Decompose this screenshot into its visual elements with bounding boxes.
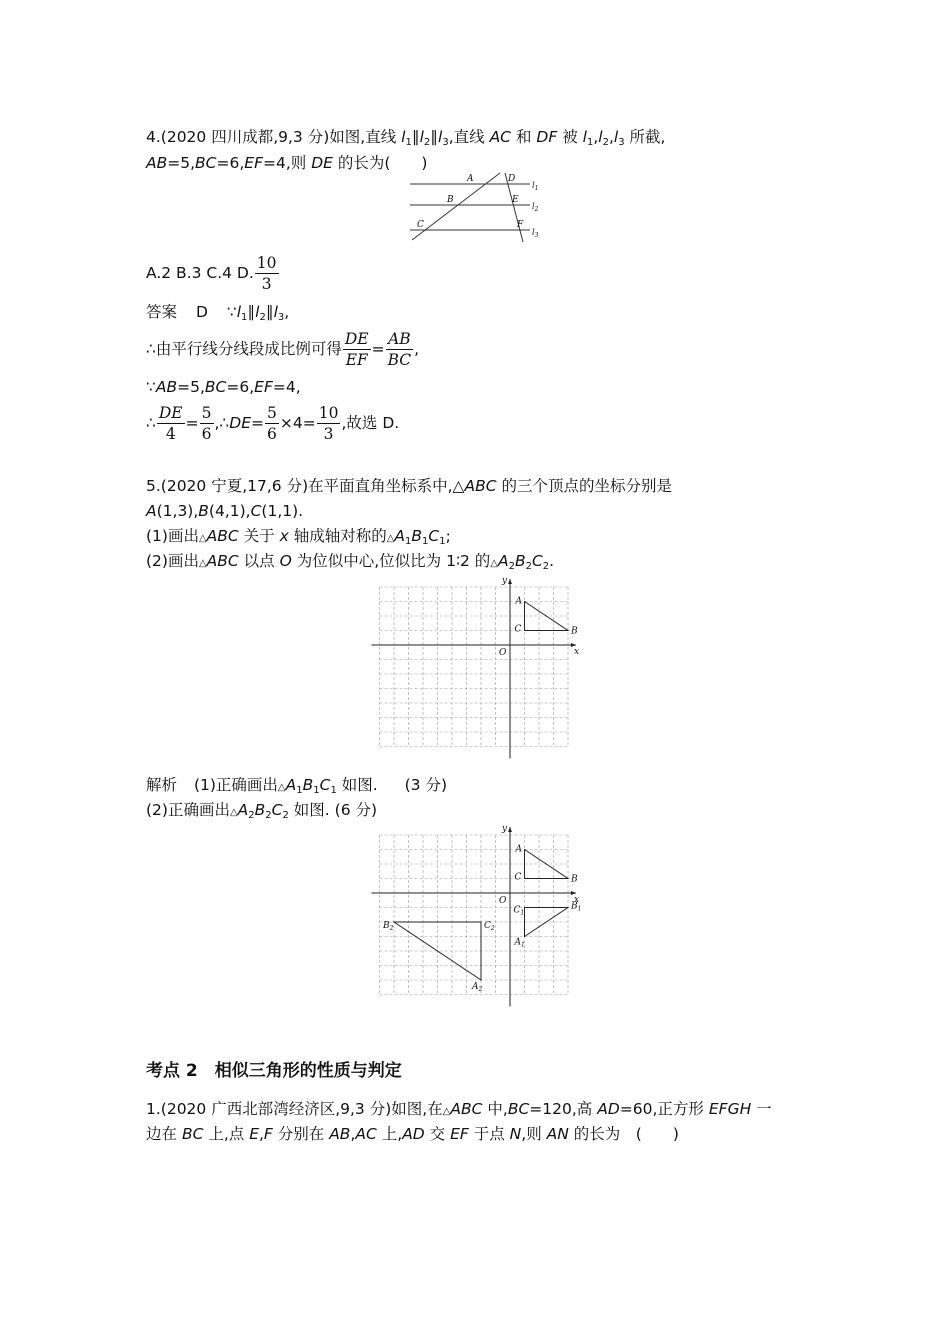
label-x-axis: x <box>574 647 580 657</box>
q5-stem-line1: 5.(2020 宁夏,17,6 分)在平面直角坐标系中,△ABC 的三个顶点的坐标分别是 <box>146 477 672 495</box>
label-B: B <box>571 874 578 885</box>
label-B1: $B_1$ <box>571 901 582 913</box>
label-C2: $C_2$ <box>484 921 495 932</box>
label-D: D <box>508 174 516 184</box>
q4-answer-values: ∵AB=5,BC=6,EF=4, <box>146 378 301 396</box>
q1-stem-line1: 1.(2020 广西北部湾经济区,9,3 分)如图,在△ABC 中,BC=120,高 AD=60,正方形 EFGH 一 <box>146 1100 772 1118</box>
label-C1: $C_1$ <box>513 905 525 917</box>
label-l1: $l_1$ <box>532 181 539 192</box>
label-A1: $A_1$ <box>514 937 525 949</box>
label-B2: $B_2$ <box>383 921 394 932</box>
label-F: F <box>517 220 524 230</box>
q5-part1: (1)画出△ABC 关于 x 轴成轴对称的$\triangle A_1B_1C_1$; <box>146 527 451 547</box>
label-l3: $l_3$ <box>532 228 539 239</box>
label-x-axis: x <box>574 895 580 905</box>
q1-stem-line2: 边在 BC 上,点 E,F 分别在 AB,AC 上,AD 交 EF 于点 N,则 AN 的长为 ( ) <box>146 1125 679 1143</box>
q5-stem-line2: A(1,3),B(4,1),C(1,1). <box>146 502 304 520</box>
q4-answer-proportion: ∴由平行线分线段成比例可得 $\frac{DE}{EF}$ = $\frac{AB}{BC}$ , <box>146 330 420 369</box>
label-A: A <box>515 844 522 855</box>
label-origin: O <box>499 896 507 906</box>
q4-parallel-lines-figure <box>405 170 550 246</box>
solution-label: 解析 <box>146 776 178 794</box>
section-heading: 考点 2 相似三角形的性质与判定 <box>146 1061 402 1081</box>
q5-solution-line2: (2)正确画出$\triangle A_2B_2C_2$ 如图. (6 分) <box>146 801 378 821</box>
label-l2: $l_2$ <box>532 202 539 213</box>
q4-stem-line1: 4.(2020 四川成都,9,3 分)如图,直线 $l_1\parallel l_2\parallel l_3$,直线 AC 和 DF 被 $l_1,l_2,l_3$ 所截, <box>146 128 666 148</box>
label-origin: O <box>499 648 507 658</box>
answer-choice: D <box>195 303 208 321</box>
q4-stem-line2: AB=5,BC=6,EF=4,则 DE 的长为( ) <box>146 154 428 172</box>
q4-answer-line: 答案 D $\because l_1\parallel l_2\parallel l_3$, <box>146 303 290 323</box>
label-C: C <box>417 220 424 230</box>
label-A: A <box>515 596 522 607</box>
q5-coordinate-grid <box>368 570 583 760</box>
label-C: C <box>514 872 522 883</box>
label-y-axis: y <box>502 576 508 586</box>
label-B: B <box>571 626 578 637</box>
label-A2: $A_2$ <box>472 982 483 993</box>
label-E: E <box>512 195 519 205</box>
option-d-fraction: $\frac{10}{3}$ <box>256 254 277 293</box>
label-A: A <box>467 174 474 184</box>
label-C: C <box>514 624 522 635</box>
q5-solution-line1: 解析 (1)正确画出$\triangle A_1B_1C_1$ 如图. (3 分) <box>146 776 448 796</box>
answer-label: 答案 <box>146 303 178 321</box>
q4-options: A.2 B.3 C.4 D. $\frac{10}{3}$ <box>146 254 277 293</box>
q5-part2: (2)画出△ABC 以点 O 为位似中心,位似比为 1∶2 的$\triangle A_2B_2C_2$. <box>146 552 555 572</box>
q4-stem-lead: 4.(2020 四川成都,9,3 分)如图,直线 <box>146 128 397 146</box>
q4-answer-result: ∴ $\frac{DE}{4}$ = $\frac{5}{6}$ ,∴DE= $\frac{5}{6}$ ×4= $\frac{10}{3}$ ,故选 D. <box>146 404 400 443</box>
label-y-axis: y <box>502 824 508 834</box>
label-B: B <box>447 195 454 205</box>
q5-solution-grid <box>368 818 583 1008</box>
